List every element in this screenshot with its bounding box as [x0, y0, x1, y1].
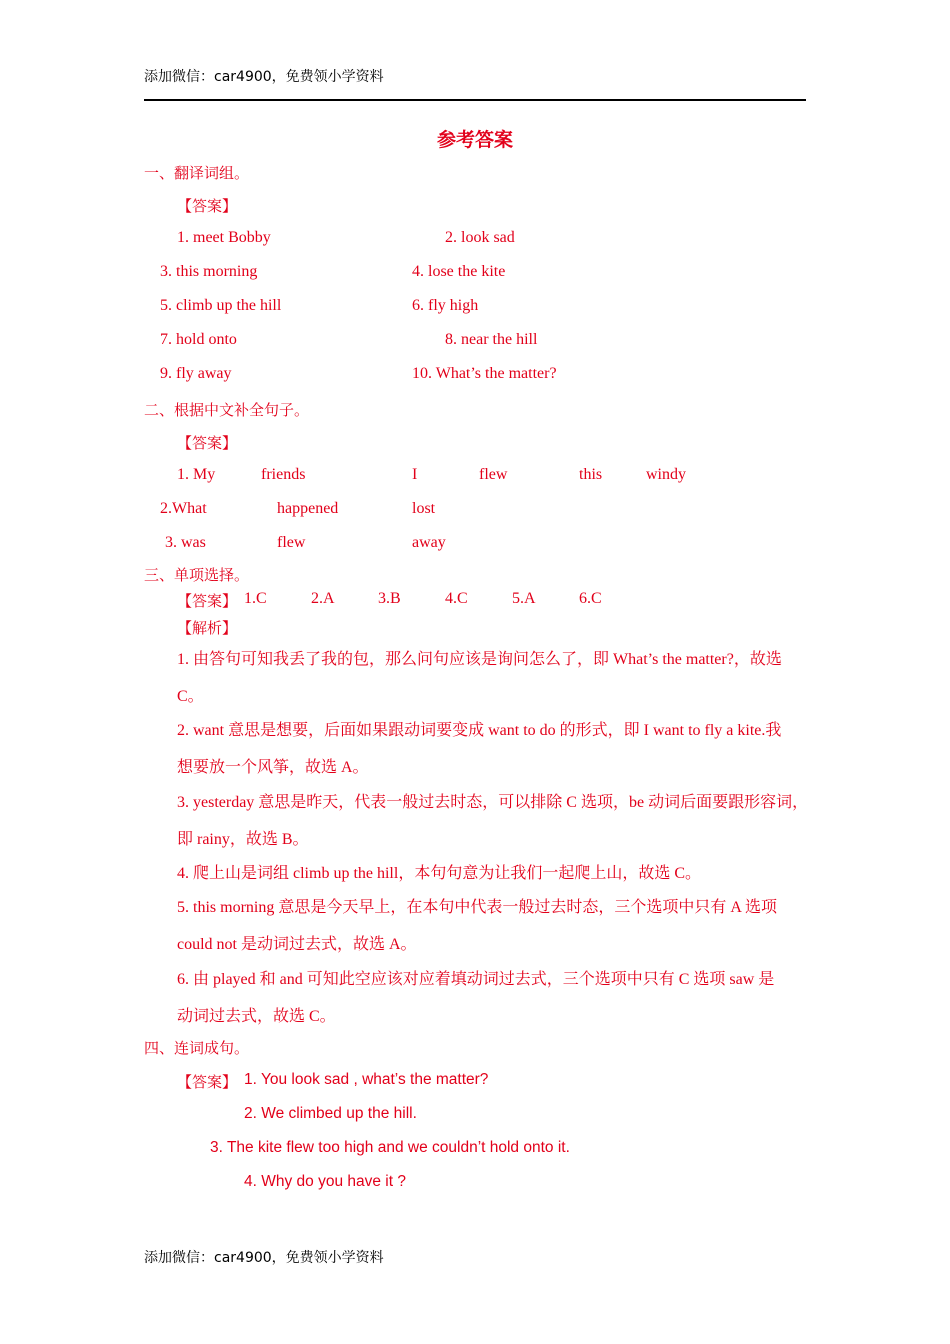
- answer-label: 【答案】: [177, 592, 238, 610]
- explanation-line: 3. yesterday 意思是昨天，代表一般过去时态，可以排除 C 选项，be 动词后面要跟形容词，: [177, 794, 809, 811]
- explanation-line: 1. 由答句可知我丢了我的包，那么问句应该是询问怎么了，即 What’s the matter?，故选: [177, 651, 782, 668]
- fill-word: 1. My: [177, 466, 216, 483]
- explanation-line: 即 rainy，故选 B。: [177, 831, 309, 848]
- phrase-item: 9. fly away: [160, 365, 232, 382]
- phrase-item: 10. What’s the matter?: [412, 365, 557, 382]
- fill-word: friends: [261, 466, 306, 483]
- phrase-item: 7. hold onto: [160, 331, 237, 348]
- phrase-item: 8. near the hill: [445, 331, 538, 348]
- fill-word: windy: [646, 466, 686, 483]
- fill-word: away: [412, 534, 446, 551]
- page-title: 参考答案: [437, 129, 514, 151]
- answer-label: 【答案】: [177, 434, 238, 452]
- explanation-line: C。: [177, 688, 204, 705]
- explanation-line: 2. want 意思是想要，后面如果跟动词要变成 want to do 的形式，即 I want to fly a kite.我: [177, 722, 782, 739]
- fill-word: I: [412, 466, 418, 483]
- phrase-item: 5. climb up the hill: [160, 297, 282, 314]
- section-2-heading: 二、根据中文补全句子。: [144, 401, 310, 419]
- explanation-line: 4. 爬上山是词组 climb up the hill，本句句意为让我们一起爬上山，故选 C。: [177, 865, 701, 882]
- fill-word: lost: [412, 500, 436, 517]
- header-divider: [144, 99, 806, 101]
- section-1-heading: 一、翻译词组。: [144, 164, 250, 182]
- sentence-answer: 1. You look sad , what’s the matter?: [244, 1071, 489, 1088]
- phrase-item: 6. fly high: [412, 297, 479, 314]
- choice-answer: 3.B: [378, 590, 401, 607]
- sentence-answer: 2. We climbed up the hill.: [244, 1105, 417, 1122]
- explanation-line: could not 是动词过去式，故选 A。: [177, 936, 417, 953]
- fill-word: this: [579, 466, 603, 483]
- fill-word: flew: [277, 534, 306, 551]
- explanation-line: 6. 由 played 和 and 可知此空应该对应着填动词过去式，三个选项中只有 C 选项 saw 是: [177, 971, 775, 988]
- phrase-item: 4. lose the kite: [412, 263, 506, 280]
- choice-answer: 6.C: [579, 590, 602, 607]
- fill-word: 2.What: [160, 500, 207, 517]
- page-footer: 添加微信：car4900，免费领小学资料: [144, 1250, 384, 1266]
- phrase-item: 3. this morning: [160, 263, 258, 280]
- answer-label: 【答案】: [177, 1073, 238, 1091]
- choice-answer: 4.C: [445, 590, 468, 607]
- fill-word: flew: [479, 466, 508, 483]
- choice-answer: 2.A: [311, 590, 335, 607]
- explanation-line: 动词过去式，故选 C。: [177, 1008, 336, 1025]
- section-3-heading: 三、单项选择。: [144, 566, 250, 584]
- sentence-answer: 4. Why do you have it ?: [244, 1173, 406, 1190]
- section-4-heading: 四、连词成句。: [144, 1039, 250, 1057]
- phrase-item: 1. meet Bobby: [177, 229, 271, 246]
- fill-word: happened: [277, 500, 339, 517]
- sentence-answer: 3. The kite flew too high and we couldn’t hold onto it.: [210, 1139, 570, 1156]
- fill-word: 3. was: [165, 534, 206, 551]
- phrase-item: 2. look sad: [445, 229, 515, 246]
- choice-answer: 5.A: [512, 590, 536, 607]
- answer-label: 【答案】: [177, 197, 238, 215]
- choice-answer: 1.C: [244, 590, 267, 607]
- explanation-line: 5. this morning 意思是今天早上，在本句中代表一般过去时态，三个选项中只有 A 选项: [177, 899, 778, 916]
- page-header: 添加微信：car4900，免费领小学资料: [144, 69, 384, 85]
- explanation-line: 想要放一个风筝，故选 A。: [177, 759, 369, 776]
- analysis-label: 【解析】: [177, 619, 238, 637]
